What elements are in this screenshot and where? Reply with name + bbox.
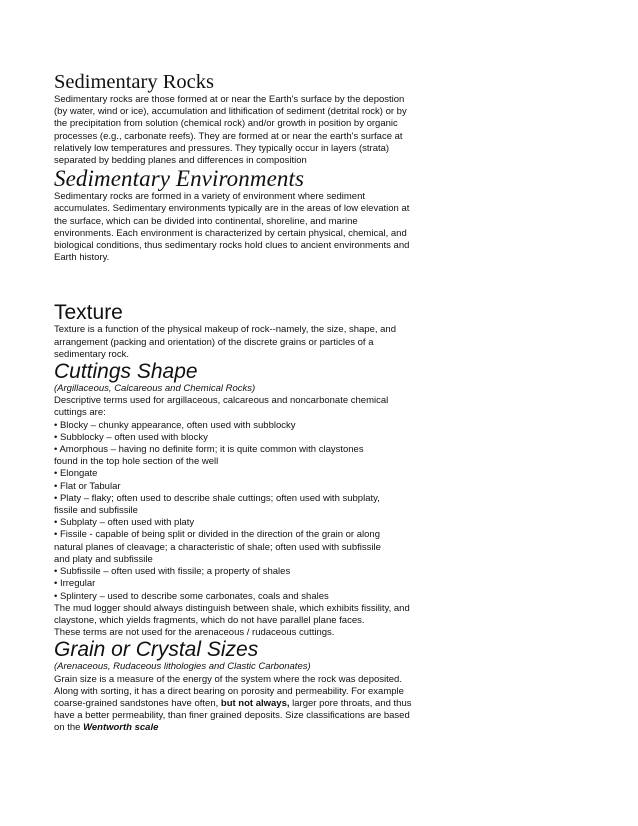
text-line: found in the top hole section of the well xyxy=(54,456,219,468)
heading-cuttings-shape: Cuttings Shape xyxy=(54,360,198,384)
list-item: • Subplaty – often used with platy xyxy=(54,517,195,529)
list-item: • Amorphous – having no definite form; it is quite common with claystones xyxy=(54,444,364,456)
list-item: • Subfissile – often used with fissile; a property of shales xyxy=(54,566,291,578)
text-line: Sedimentary rocks are formed in a variety of environment where sediment xyxy=(54,191,365,203)
bold-emphasis: but not always, xyxy=(220,697,290,709)
text-line: the surface, which can be divided into continental, shoreline, and marine xyxy=(54,215,358,227)
heading-sedimentary-environments: Sedimentary Environments xyxy=(54,166,305,192)
text-line: Earth history. xyxy=(54,252,110,264)
subheading-cuttings-shape: (Argillaceous, Calcareous and Chemical Rocks) xyxy=(54,383,256,395)
text-line: arrangement (packing and orientation) of the discrete grains or particles of a xyxy=(54,336,374,348)
text-line: the precipitation from solution (chemical rock) and/or growth in position by organic xyxy=(54,118,398,130)
text-line: Grain size is a measure of the energy of the system where the rock was deposited. xyxy=(54,673,402,685)
text-line: separated by bedding planes and differences in composition xyxy=(54,155,307,167)
text-line: sedimentary rock. xyxy=(54,348,129,360)
subheading-grain-sizes: (Arenaceous, Rudaceous lithologies and Clastic Carbonates) xyxy=(54,661,311,673)
text-line: fissile and subfissile xyxy=(54,505,138,517)
paragraph-sedimentary-environments xyxy=(54,191,454,264)
text-line: Along with sorting, it has a direct bearing on porosity and permeability. For example xyxy=(54,685,404,697)
paragraph-texture xyxy=(54,324,454,361)
text-line: The mud logger should always distinguish between shale, which exhibits fissility, and xyxy=(54,602,410,614)
list-item: • Elongate xyxy=(54,468,98,480)
text-segment: on the xyxy=(54,722,84,734)
text-line: Descriptive terms used for argillaceous, calcareous and noncarbonate chemical xyxy=(54,395,389,407)
text-line: Sedimentary rocks are those formed at or near the Earth's surface by the depostion xyxy=(54,94,405,105)
text-line: biological conditions, thus sedimentary rocks hold clues to ancient environments and xyxy=(54,240,410,252)
text-line: cuttings are: xyxy=(54,407,106,419)
list-item: • Flat or Tabular xyxy=(54,480,121,492)
list-item: • Splintery – used to describe some carbonates, coals and shales xyxy=(54,590,329,602)
text-line: relatively low temperatures and pressures. They typically occur in layers (strata) xyxy=(54,142,390,154)
list-item: • Subblocky – often used with blocky xyxy=(54,431,208,443)
text-line: These terms are not used for the arenaceous / rudaceous cuttings. xyxy=(54,627,335,639)
text-line: (by water, wind or ice), accumulation and lithification of sediment (detrital rock) or by xyxy=(54,106,407,118)
text-line: environments. Each environment is characterized by certain physical, chemical, and xyxy=(54,227,407,239)
list-item: • Fissile - capable of being split or divided in the direction of the grain or along xyxy=(54,529,380,541)
heading-sedimentary-rocks: Sedimentary Rocks xyxy=(54,71,214,93)
text-line xyxy=(54,698,454,710)
text-line: claystone, which yields fragments, which do not have parallel plane faces. xyxy=(54,614,365,626)
text-line: have a better permeability, than finer grained deposits. Size classifications are based xyxy=(54,710,410,722)
paragraph-grain-sizes xyxy=(54,674,454,735)
text-line: accumulates. Sedimentary environments typically are in the areas of low elevation at xyxy=(54,203,410,215)
heading-grain-sizes: Grain or Crystal Sizes xyxy=(54,638,259,662)
text-line: processes (e.g., carbonate reefs). They are formed at or near the earth's surface at xyxy=(54,130,403,142)
list-item: • Platy – flaky; often used to describe shale cuttings; often used with subplaty, xyxy=(54,492,380,504)
paragraph-sedimentary-rocks xyxy=(54,94,454,167)
heading-texture: Texture xyxy=(54,301,123,325)
list-item: • Irregular xyxy=(54,578,96,590)
list-cuttings-shape xyxy=(54,395,454,639)
text-line: and platy and subfissile xyxy=(54,553,153,565)
text-segment: coarse-grained sandstones have often, xyxy=(54,697,221,709)
list-item: • Blocky – chunky appearance, often used with subblocky xyxy=(54,419,296,431)
text-segment: larger pore throats, and thus xyxy=(289,697,412,709)
text-line xyxy=(54,722,454,734)
text-line: natural planes of cleavage; a characteristic of shale; often used with subfissile xyxy=(54,541,381,553)
wentworth-scale-term: Wentworth scale xyxy=(83,722,159,734)
text-line: Texture is a function of the physical makeup of rock--namely, the size, shape, and xyxy=(54,324,396,336)
document-page xyxy=(54,70,454,735)
